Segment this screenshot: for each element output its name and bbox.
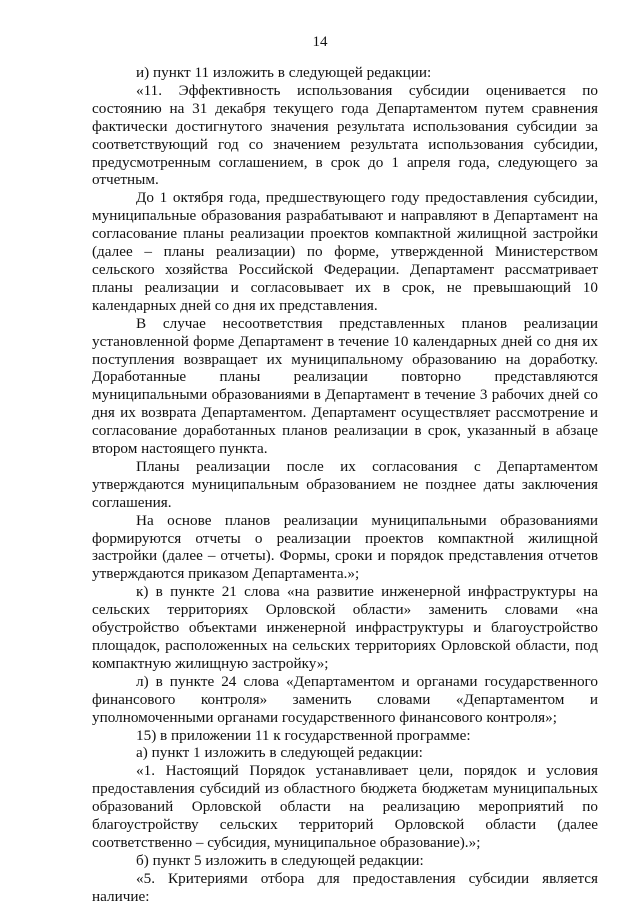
- paragraph-clause-1: «1. Настоящий Порядок устанавливает цели, порядок и условия предоставления субсидий из областного бюджета бюджетам муниципальных образований Орловской области на реализацию мероприятий по благоустройству сельских территорий Орловской области (далее соответственно – субсидия, муниципальное образование).»;: [92, 762, 598, 851]
- paragraph-amend-b: б) пункт 5 изложить в следующей редакции:: [136, 851, 424, 869]
- paragraph-amend-i: и) пункт 11 изложить в следующей редакции:: [136, 64, 432, 81]
- paragraph-clause-5: «5. Критериями отбора для предоставления субсидии является наличие:: [92, 869, 598, 905]
- paragraph-amend-a: а) пункт 1 изложить в следующей редакции:: [136, 744, 423, 762]
- paragraph-plans-deadline: До 1 октября года, предшествующего году предоставления субсидии, муниципальные образования разрабатывают и направляют в Департамент на согласование планы реализации проектов компактной жилищной застройки (далее – планы реализации) по форме, утвержденной Министерством сельского хозяйства Российской Федерации. Департамент рассматривает планы реализации и согласовывает их в срок, не превышающий 10 календарных дней со дня их представления.: [92, 189, 598, 314]
- paragraph-amend-k: к) в пункте 21 слова «на развитие инженерной инфраструктуры на сельских территориях Орловской области» заменить словами «на обустройство объектами инженерной инфраструктуры и благоустройство площадок, расположенных на сельских территориях Орловской области, под компактную жилищную застройку»;: [92, 583, 598, 672]
- paragraph-item-15: 15) в приложении 11 к государственной программе:: [136, 726, 471, 744]
- document-body: [92, 64, 598, 906]
- paragraph-clause-11: «11. Эффективность использования субсидии оценивается по состоянию на 31 декабря текущего года Департаментом путем сравнения фактически достигнутого значения результата использования субсидии за соответствующий год со значением результата использования субсидии, предусмотренным соглашением, в срок до 1 апреля года, следующего за отчетным.: [92, 81, 598, 189]
- paragraph-plans-approval: Планы реализации после их согласования с Департаментом утверждаются муниципальным образованием не позднее даты заключения соглашения.: [92, 457, 598, 511]
- paragraph-amend-l: л) в пункте 24 слова «Департаментом и органами государственного финансового контроля» заменить словами «Департаментом и уполномоченными органами государственного финансового контроля»;: [92, 672, 598, 726]
- paragraph-plans-nonconformity: В случае несоответствия представленных планов реализации установленной форме Департамент в течение 10 календарных дней со дня их поступления возвращает их муниципальному образованию на доработку. Доработанные планы реализации повторно представляются муниципальными образованиями в Департамент в течение 3 рабочих дней со дня их возврата Департаментом. Департамент осуществляет рассмотрение и согласование доработанных планов реализации в срок, указанный в абзаце втором настоящего пункта.: [92, 314, 598, 458]
- paragraph-reports: На основе планов реализации муниципальными образованиями формируются отчеты о реализации проектов компактной жилищной застройки (далее – отчеты). Формы, сроки и порядок представления отчетов утверждаются приказом Департамента.»;: [92, 511, 598, 583]
- page-number: 14: [312, 34, 328, 50]
